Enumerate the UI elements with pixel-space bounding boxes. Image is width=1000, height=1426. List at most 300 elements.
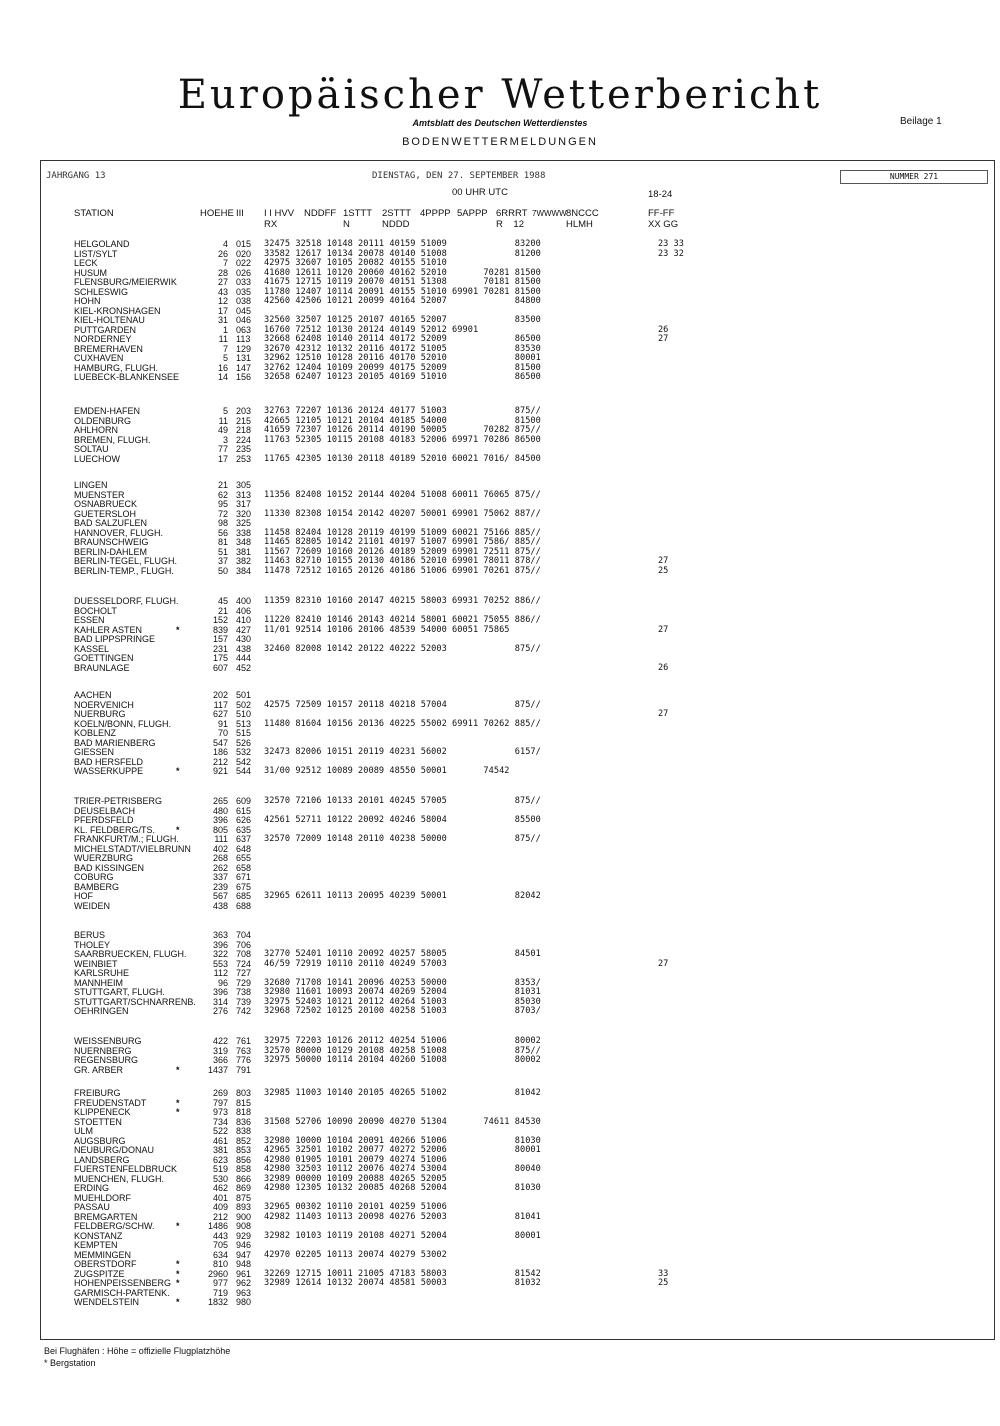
- station-height: 322: [212, 949, 228, 959]
- station-height: 12: [217, 296, 228, 306]
- station-name: LANDSBERG: [74, 1154, 130, 1165]
- observation-groups: 32560 32507 10125 20107 40165 52007 83500: [264, 315, 541, 325]
- station-id: 688: [236, 900, 252, 911]
- table-row: [0, 930, 1000, 940]
- station-name: KIEL-KRONSHAGEN: [74, 305, 161, 316]
- mountain-marker: *: [176, 766, 180, 776]
- station-height: 627: [212, 709, 228, 719]
- station-id: 961: [236, 1268, 252, 1279]
- observation-groups: 32982 10103 10119 20108 40271 52004 80001: [264, 1230, 541, 1241]
- gust-values: 26: [658, 324, 669, 335]
- station-name: BOCHOLT: [74, 605, 117, 616]
- observation-groups: 42980 01905 10101 20079 40274 51006: [264, 1154, 447, 1165]
- date-label: DIENSTAG, DEN 27. SEPTEMBER 1988: [372, 171, 546, 181]
- table-row: [0, 806, 1000, 816]
- station-id: 033: [236, 277, 252, 287]
- station-name: MUENCHEN, FLUGH.: [74, 1173, 165, 1184]
- table-row: [0, 634, 1000, 644]
- table-row: [0, 258, 1000, 268]
- station-id: 348: [236, 537, 252, 547]
- station-name: WENDELSTEIN: [74, 1297, 140, 1307]
- observation-groups: 32269 12715 10011 21005 47183 58003 81542: [264, 1268, 541, 1279]
- station-id: 776: [236, 1055, 252, 1065]
- observation-groups: 11765 42305 10130 20118 40189 52010 60021 7016/ 84500: [264, 453, 541, 464]
- station-name: GOETTINGEN: [74, 653, 134, 663]
- table-row: [0, 416, 1000, 426]
- observation-groups: 42975 32607 10105 20082 40155 51010: [264, 258, 447, 268]
- observation-groups: 32965 62611 10113 20095 40239 50001 82042: [264, 891, 541, 901]
- station-height: 269: [212, 1088, 228, 1098]
- station-id: 818: [236, 1107, 252, 1117]
- observation-groups: 11567 72609 10160 20126 40189 52009 69901 72511 875//: [264, 546, 541, 557]
- table-row: [0, 518, 1000, 528]
- station-height: 43: [217, 286, 228, 297]
- station-height: 3: [222, 434, 228, 445]
- station-id: 131: [236, 353, 252, 363]
- station-height: 11: [218, 334, 228, 344]
- station-name: ZUGSPITZE: [74, 1268, 125, 1279]
- col-6rrrt: 6RRRT R 12: [496, 208, 528, 230]
- table-row: [0, 1055, 1000, 1065]
- table-row: [0, 615, 1000, 625]
- station-name: NORDERNEY: [74, 334, 132, 344]
- station-name: SCHLESWIG: [74, 286, 129, 297]
- mountain-marker: *: [176, 1064, 180, 1075]
- station-height: 381: [212, 1145, 228, 1155]
- station-height: 239: [212, 881, 228, 892]
- gust-values: 27: [658, 709, 669, 719]
- station-id: 738: [236, 987, 252, 997]
- observation-groups: 32989 12614 10132 20074 48581 50003 81032: [264, 1278, 541, 1288]
- station-height: 607: [212, 662, 228, 673]
- station-height: 262: [212, 862, 228, 873]
- station-id: 406: [236, 605, 252, 616]
- station-id: 438: [236, 643, 252, 654]
- station-height: 175: [212, 653, 228, 663]
- station-height: 72: [217, 508, 228, 519]
- station-height: 396: [212, 987, 228, 997]
- mountain-marker: *: [176, 1221, 180, 1231]
- station-id: 156: [236, 372, 252, 382]
- table-row: [0, 454, 1000, 464]
- table-row: [0, 1278, 1000, 1288]
- station-name: KOBLENZ: [74, 728, 117, 738]
- col-nddff: NDDFF: [304, 208, 337, 219]
- table-row: [0, 853, 1000, 863]
- station-height: 268: [212, 853, 228, 863]
- station-height: 95: [217, 499, 228, 509]
- table-row: [0, 249, 1000, 259]
- station-height: 112: [213, 968, 228, 978]
- table-row: [0, 663, 1000, 673]
- table-row: [0, 968, 1000, 978]
- station-id: 113: [236, 334, 251, 344]
- table-row: [0, 766, 1000, 776]
- observation-groups: 42970 02205 10113 20074 40279 53002: [264, 1249, 447, 1260]
- station-height: 401: [212, 1192, 228, 1203]
- table-row: [0, 747, 1000, 757]
- station-name: BRAUNSCHWEIG: [74, 537, 149, 547]
- station-height: 62: [217, 489, 228, 500]
- station-id: 325: [236, 518, 252, 528]
- station-name: HELGOLAND: [74, 239, 130, 249]
- station-id: 015: [236, 239, 252, 249]
- station-height: 1: [222, 324, 228, 335]
- station-name: LECK: [74, 258, 98, 268]
- gust-values: 23 32: [658, 248, 684, 259]
- table-row: [0, 406, 1000, 416]
- station-name: GUETERSLOH: [74, 508, 137, 519]
- table-row: [0, 509, 1000, 519]
- station-name: WEINBIET: [74, 958, 118, 969]
- station-id: 739: [236, 996, 252, 1007]
- station-name: WEIDEN: [74, 900, 110, 911]
- station-height: 977: [212, 1278, 228, 1288]
- station-height: 26: [217, 248, 228, 259]
- station-height: 480: [212, 805, 228, 816]
- station-name: KL. FELDBERG/TS.: [74, 824, 156, 835]
- station-id: 962: [236, 1278, 252, 1288]
- station-id: 513: [236, 718, 252, 729]
- station-height: 567: [212, 891, 228, 901]
- station-height: 443: [212, 1230, 228, 1241]
- table-row: [0, 653, 1000, 663]
- table-row: [0, 277, 1000, 287]
- observation-groups: 32570 72106 10133 20101 40245 57005 875//: [264, 796, 541, 806]
- table-row: [0, 872, 1000, 882]
- station-id: 046: [236, 315, 252, 325]
- observation-groups: 32980 10000 10104 20091 40266 51006 81030: [264, 1135, 541, 1146]
- station-name: MEMMINGEN: [74, 1249, 131, 1260]
- table-row: [0, 815, 1000, 825]
- gust-values: 27: [658, 624, 669, 635]
- table-row: [0, 882, 1000, 892]
- observation-groups: 41675 12715 10119 20070 40151 51308 70181 81500: [264, 277, 541, 287]
- col-8nccc: 8NCCC HLMH: [566, 208, 599, 230]
- station-id: 382: [236, 556, 252, 566]
- observation-groups: 42665 12105 10121 20104 40185 54000 81500: [264, 415, 541, 426]
- table-row: [0, 1006, 1000, 1016]
- station-height: 461: [212, 1135, 228, 1146]
- observation-groups: 32962 12510 10128 20116 40170 52010 80001: [264, 353, 541, 363]
- station-name: FREIBURG: [74, 1088, 121, 1098]
- station-name: AUGSBURG: [74, 1135, 126, 1146]
- station-height: 734: [212, 1116, 228, 1127]
- observation-groups: 41680 12611 10120 20060 40162 52010 70281 81500: [264, 267, 541, 278]
- station-id: 045: [236, 305, 252, 316]
- station-name: NUERNBERG: [74, 1045, 132, 1056]
- report-title: Europäischer Wetterbericht: [177, 72, 823, 118]
- station-name: MUEHLDORF: [74, 1192, 132, 1203]
- table-row: [0, 1065, 1000, 1075]
- station-id: 852: [236, 1135, 252, 1146]
- station-id: 544: [236, 766, 252, 776]
- volume-label: JAHRGANG 13: [46, 171, 106, 181]
- observation-groups: 11465 82805 10142 21101 40197 51007 69901 7586/ 885//: [264, 537, 541, 547]
- station-id: 224: [236, 434, 252, 445]
- station-id: 203: [236, 406, 252, 416]
- table-row: [0, 1088, 1000, 1098]
- station-id: 869: [236, 1183, 252, 1193]
- gust-values: 33: [658, 1268, 669, 1279]
- station-id: 063: [236, 324, 252, 335]
- station-id: 637: [236, 834, 252, 844]
- station-name: WUERZBURG: [74, 853, 133, 863]
- station-height: 17: [217, 453, 228, 464]
- table-row: [0, 556, 1000, 566]
- station-name: GIESSEN: [74, 747, 115, 757]
- station-height: 17: [217, 305, 228, 316]
- station-id: 708: [236, 949, 252, 959]
- station-name: BREMEN, FLUGH.: [74, 434, 151, 445]
- table-row: [0, 949, 1000, 959]
- station-id: 427: [236, 624, 252, 635]
- station-name: THOLEY: [74, 939, 111, 950]
- table-row: [0, 1155, 1000, 1165]
- station-name: PUTTGARDEN: [74, 324, 137, 335]
- station-name: MICHELSTADT/VIELBRUNN: [74, 843, 191, 854]
- station-height: 314: [212, 996, 228, 1007]
- col-5appp: 5APPP: [457, 208, 488, 219]
- table-row: [0, 239, 1000, 249]
- station-name: BRAUNLAGE: [74, 662, 130, 673]
- station-name: FELDBERG/SCHW.: [74, 1221, 155, 1231]
- observation-groups: 11359 82310 10160 20147 40215 58003 69931 70252 886//: [264, 596, 541, 606]
- table-row: [0, 1174, 1000, 1184]
- station-id: 444: [236, 653, 252, 663]
- station-name: MUENSTER: [74, 489, 125, 500]
- station-name: GARMISCH-PARTENK.: [74, 1287, 170, 1298]
- table-row: [0, 690, 1000, 700]
- station-height: 366: [212, 1055, 228, 1065]
- station-name: BERLIN-DAHLEM: [74, 546, 148, 557]
- station-id: 858: [236, 1164, 252, 1174]
- station-height: 705: [212, 1240, 228, 1250]
- station-id: 838: [236, 1126, 252, 1136]
- observation-groups: 11458 82404 10128 20119 40199 51009 60021 75166 885//: [264, 527, 541, 538]
- observation-groups: 16760 72512 10130 20124 40149 52012 69901: [264, 324, 479, 335]
- time-label: 00 UHR UTC: [452, 187, 508, 198]
- station-height: 202: [212, 690, 228, 700]
- table-row: [0, 325, 1000, 335]
- station-height: 276: [212, 1006, 228, 1016]
- station-height: 14: [217, 372, 228, 382]
- station-id: 020: [236, 248, 252, 259]
- gust-values: 26: [658, 662, 669, 673]
- table-row: [0, 490, 1000, 500]
- observation-groups: 32975 72203 10126 20112 40254 51006 80002: [264, 1036, 541, 1046]
- station-name: DEUSELBACH: [74, 805, 136, 816]
- station-height: 5: [222, 406, 228, 416]
- table-row: [0, 1202, 1000, 1212]
- observation-groups: 32473 82006 10151 20119 40231 56002 6157/: [264, 747, 541, 757]
- station-height: 973: [212, 1107, 228, 1117]
- station-id: 655: [236, 853, 252, 863]
- table-row: [0, 757, 1000, 767]
- station-name: GR. ARBER: [74, 1064, 124, 1075]
- station-name: ULM: [74, 1126, 94, 1136]
- station-name: KLIPPENECK: [74, 1107, 131, 1117]
- station-id: 671: [236, 872, 252, 882]
- station-name: KASSEL: [74, 643, 110, 654]
- table-row: [0, 1145, 1000, 1155]
- station-name: PASSAU: [74, 1202, 110, 1212]
- station-id: 615: [236, 805, 252, 816]
- station-height: 51: [217, 546, 228, 557]
- station-name: BREMGARTEN: [74, 1211, 138, 1222]
- table-row: [0, 1297, 1000, 1307]
- station-id: 532: [236, 747, 252, 757]
- station-id: 761: [236, 1036, 252, 1046]
- table-row: [0, 700, 1000, 710]
- observation-groups: 32762 12404 10109 20099 40175 52009 81500: [264, 362, 541, 373]
- station-id: 704: [236, 930, 252, 940]
- station-name: ERDING: [74, 1183, 110, 1193]
- observation-groups: 32770 52401 10110 20092 40257 58005 84501: [264, 949, 541, 959]
- station-id: 658: [236, 862, 252, 873]
- station-height: 623: [212, 1154, 228, 1165]
- observation-groups: 33582 12617 10134 20078 40140 51008 81200: [264, 248, 541, 259]
- table-row: [0, 1036, 1000, 1046]
- station-height: 21: [217, 605, 228, 616]
- station-height: 1437: [207, 1064, 228, 1075]
- station-name: WASSERKUPPE: [74, 766, 144, 776]
- station-height: 810: [212, 1259, 228, 1269]
- observation-groups: 11463 82710 10155 20130 40186 52010 69901 78011 878//: [264, 556, 541, 566]
- station-name: MANNHEIM: [74, 977, 123, 988]
- station-id: 317: [236, 499, 252, 509]
- station-height: 634: [212, 1249, 228, 1260]
- station-id: 836: [236, 1116, 252, 1127]
- station-name: HOHN: [74, 296, 101, 306]
- station-height: 462: [212, 1183, 228, 1193]
- station-id: 253: [236, 453, 252, 464]
- station-id: 235: [236, 444, 252, 454]
- station-id: 400: [236, 596, 252, 606]
- observation-groups: 32763 72207 10136 20124 40177 51003 875//: [264, 406, 541, 416]
- observation-groups: 42965 32501 10102 20077 40272 52006 80001: [264, 1145, 541, 1155]
- col-4pppp: 4PPPP: [420, 208, 451, 219]
- gust-values: 27: [658, 556, 669, 566]
- gust-values: 23 33: [658, 239, 684, 249]
- station-height: 7: [222, 258, 228, 268]
- table-row: [0, 566, 1000, 576]
- station-height: 396: [212, 815, 228, 825]
- station-name: HOF: [74, 891, 93, 901]
- col-iihvv: I I HVV RX: [264, 208, 295, 230]
- observation-groups: 32570 80000 10129 20108 40258 51008 875//: [264, 1045, 541, 1056]
- station-name: NUERBURG: [74, 709, 126, 719]
- table-row: [0, 287, 1000, 297]
- station-name: FREUDENSTADT: [74, 1097, 147, 1108]
- station-height: 81: [217, 537, 228, 547]
- station-name: BAD SALZUFLEN: [74, 518, 148, 528]
- station-height: 7: [222, 343, 228, 354]
- station-id: 038: [236, 296, 252, 306]
- table-row: [0, 296, 1000, 306]
- station-id: 035: [236, 286, 252, 297]
- observation-groups: 42561 52711 10122 20092 40246 58004 85500: [264, 815, 541, 825]
- station-height: 91: [217, 718, 228, 729]
- station-name: EMDEN-HAFEN: [74, 406, 141, 416]
- station-height: 111: [214, 834, 228, 844]
- observation-groups: 32680 71708 10141 20096 40253 50000 8353/: [264, 977, 541, 988]
- station-height: 28: [217, 267, 228, 278]
- table-row: [0, 1221, 1000, 1231]
- station-name: FLENSBURG/MEIERWIK: [74, 277, 177, 287]
- observation-groups: 42575 72509 10157 20118 40218 57004 875//: [264, 699, 541, 710]
- station-height: 839: [212, 624, 228, 635]
- station-name: AACHEN: [74, 690, 112, 700]
- observation-groups: 32975 50000 10114 20104 40260 51008 80002: [264, 1055, 541, 1065]
- station-height: 719: [212, 1287, 228, 1298]
- observation-groups: 31508 52706 10090 20090 40270 51304 74611 84530: [264, 1116, 541, 1127]
- station-id: 215: [236, 415, 252, 426]
- observation-groups: 11330 82308 10154 20142 40207 50001 69901 75062 887//: [264, 508, 541, 519]
- station-height: 16: [217, 362, 228, 373]
- station-id: 626: [236, 815, 252, 825]
- station-id: 866: [236, 1173, 252, 1184]
- table-row: [0, 940, 1000, 950]
- table-row: [0, 959, 1000, 969]
- station-name: OSNABRUECK: [74, 499, 138, 509]
- col-hoehe: HOEHE: [200, 208, 234, 219]
- station-id: 320: [236, 508, 252, 519]
- footnote-mountain: * Bergstation: [44, 1358, 96, 1368]
- station-height: 319: [212, 1045, 228, 1056]
- observation-groups: 32670 42312 10132 20116 40172 51005 83530: [264, 343, 541, 354]
- station-name: AHLHORN: [74, 425, 119, 435]
- station-id: 384: [236, 565, 252, 576]
- table-row: [0, 1183, 1000, 1193]
- table-row: [0, 1288, 1000, 1298]
- station-name: CUXHAVEN: [74, 353, 124, 363]
- table-row: [0, 537, 1000, 547]
- gust-values: 27: [658, 958, 669, 969]
- station-id: 875: [236, 1192, 252, 1203]
- station-height: 157: [212, 634, 228, 644]
- station-name: FRANKFURT/M.; FLUGH.: [74, 834, 179, 844]
- station-height: 402: [212, 843, 228, 854]
- mountain-marker: *: [176, 1259, 180, 1269]
- station-name: HUSUM: [74, 267, 107, 278]
- table-row: [0, 547, 1000, 557]
- station-id: 542: [236, 756, 252, 767]
- station-id: 510: [236, 709, 252, 719]
- table-row: [0, 1164, 1000, 1174]
- footnote-airport: Bei Flughäfen : Höhe = offizielle Flugplatzhöhe: [44, 1346, 231, 1356]
- station-id: 635: [236, 824, 252, 835]
- table-row: [0, 425, 1000, 435]
- station-name: KONSTANZ: [74, 1230, 123, 1241]
- table-row: [0, 625, 1000, 635]
- table-row: [0, 596, 1000, 606]
- station-height: 1486: [207, 1221, 228, 1231]
- station-height: 363: [212, 930, 228, 940]
- station-height: 21: [217, 480, 228, 490]
- col-7wwww: 7WWWW: [532, 209, 567, 218]
- table-row: [0, 1269, 1000, 1279]
- station-id: 727: [236, 968, 252, 978]
- station-height: 117: [213, 699, 228, 710]
- table-row: [0, 1136, 1000, 1146]
- station-name: STUTTGART/SCHNARRENB.: [74, 996, 196, 1007]
- observation-groups: 32668 62408 10140 20114 40172 52009 86500: [264, 334, 541, 344]
- station-id: 526: [236, 737, 252, 748]
- station-name: KAHLER ASTEN: [74, 624, 143, 635]
- station-name: LIST/SYLT: [74, 248, 118, 259]
- table-row: [0, 444, 1000, 454]
